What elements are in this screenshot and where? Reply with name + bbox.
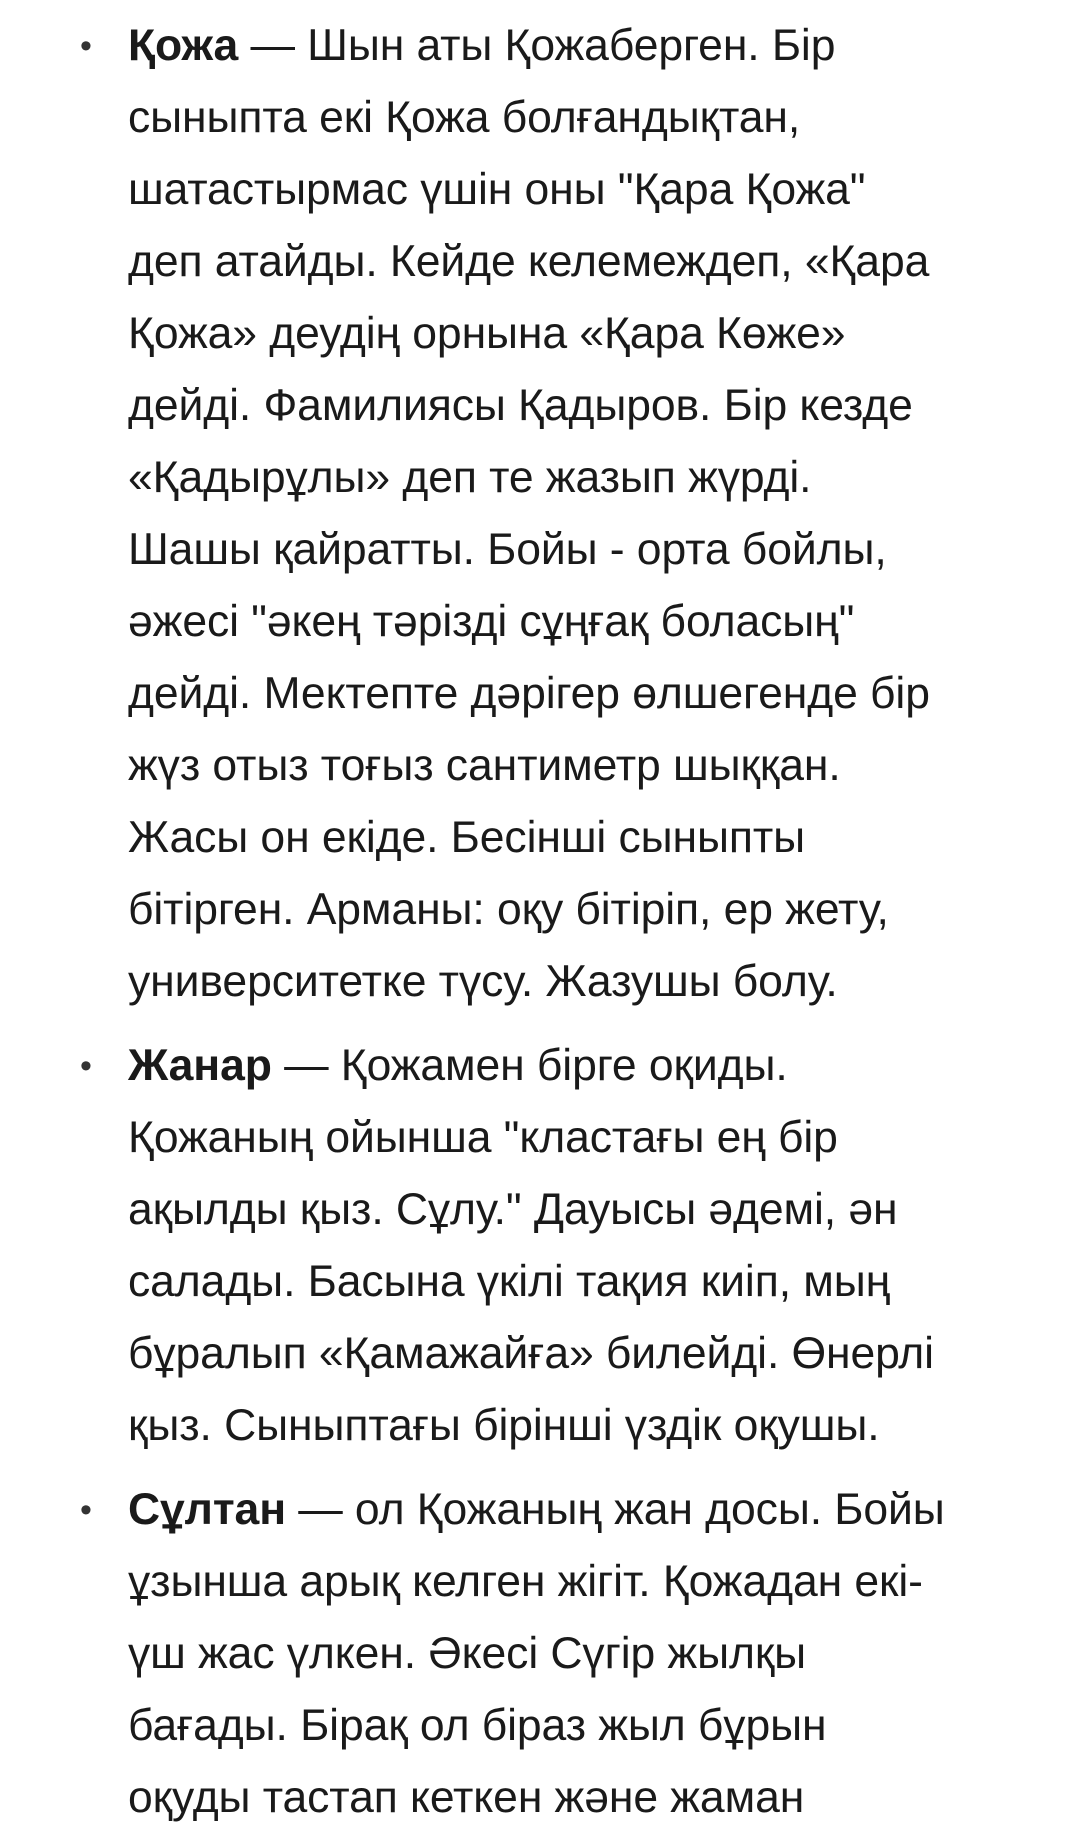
bullet-icon: •	[80, 27, 92, 65]
description-text: — Шын аты Қожаберген. Бір	[238, 21, 836, 70]
description-line: Жасы он екіде. Бесінші сыныпты	[128, 813, 806, 862]
description-line: бұралып «Қамажайға» билейді. Өнерлі	[128, 1329, 934, 1378]
description-line: «Қадырұлы» деп те жазып жүрді.	[128, 453, 812, 502]
description-line: дейді. Фамилиясы Қадыров. Бір кезде	[128, 381, 913, 430]
bullet-icon: •	[80, 1047, 92, 1085]
character-name: Жанар	[128, 1041, 272, 1090]
description-line: ақылды қыз. Сұлу." Дауысы әдемі, ән	[128, 1185, 898, 1234]
line-1	[128, 1030, 788, 1102]
bullet-icon: •	[80, 1491, 92, 1529]
description-line: үш жас үлкен. Әкесі Сүгір жылқы	[128, 1629, 807, 1678]
description-line: салады. Басына үкілі тақия киіп, мың	[128, 1257, 891, 1306]
description-line: бітірген. Арманы: оқу бітіріп, ер жету,	[128, 885, 889, 934]
description-line: жүз отыз тоғыз сантиметр шыққан.	[128, 741, 841, 790]
description-line: оқуды тастап кеткен және жаман	[128, 1773, 805, 1822]
description-line: сыныпта екі Қожа болғандықтан,	[128, 93, 801, 142]
character-name: Сұлтан	[128, 1485, 286, 1534]
description-line: Қожаның ойынша "кластағы ең бір	[128, 1113, 838, 1162]
description-line: бағады. Бірақ ол біраз жыл бұрын	[128, 1701, 827, 1750]
description-line: әжесі "әкең тәрізді сұңғақ боласың"	[128, 597, 855, 646]
description-line: университетке түсу. Жазушы болу.	[128, 957, 838, 1006]
description-line: ұзынша арық келген жігіт. Қожадан екі-	[128, 1557, 923, 1606]
description-line: деп атайды. Кейде келемеждеп, «Қара	[128, 237, 930, 286]
line-1	[128, 1474, 945, 1546]
description-text: — ол Қожаның жан досы. Бойы	[285, 1485, 945, 1534]
description-line: қыз. Сыныптағы бірінші үздік оқушы.	[128, 1401, 880, 1450]
description-line: шатастырмас үшін оны "Қара Қожа"	[128, 165, 866, 214]
description-line: дейді. Мектепте дәрігер өлшегенде бір	[128, 669, 930, 718]
description-line: Қожа» деудің орнына «Қара Көже»	[128, 309, 846, 358]
line-1	[128, 10, 835, 82]
description-line: Шашы қайратты. Бойы - орта бойлы,	[128, 525, 887, 574]
character-name: Қожа	[128, 21, 239, 70]
description-text: — Қожамен бірге оқиды.	[271, 1041, 788, 1090]
